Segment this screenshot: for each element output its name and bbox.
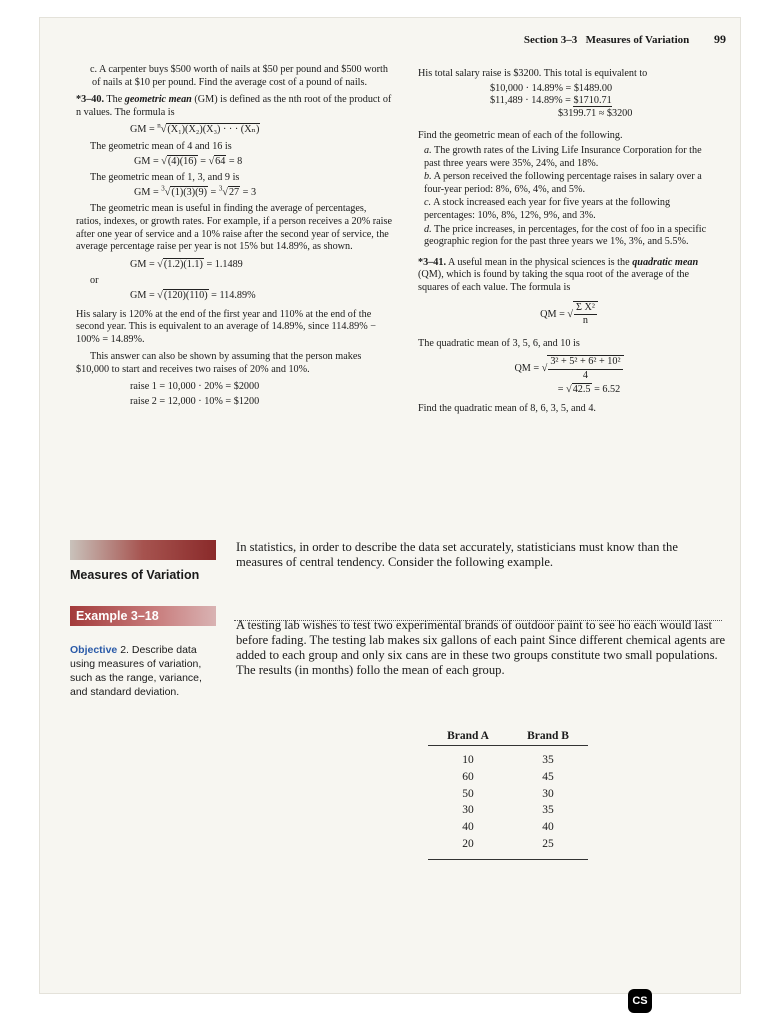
formula-lhs: GM =	[134, 186, 159, 198]
cell-brand-a: 10	[462, 754, 474, 766]
cell-brand-b: 40	[542, 821, 554, 834]
header-brand-b: Brand B	[527, 730, 569, 742]
salary-line-2-right: $1710.71	[573, 95, 612, 107]
section-title: Measures of Variation	[585, 34, 690, 46]
qm-example-result: = √42.5 = 6.52	[557, 384, 621, 396]
text: (QM), which is found by taking the squa root of the average of the squares of each value. The formula is	[418, 269, 690, 293]
table-bottom-rule	[428, 859, 588, 860]
formula-lhs: GM =	[130, 258, 155, 270]
raise-1: raise 1 = 10,000 · 20% = $2000	[130, 381, 260, 393]
or-label: or	[90, 275, 99, 287]
qm-example-formula: QM = √ $\frac{\text{3² + 5² + 6² + 10²}}{4}$	[418, 355, 720, 382]
section-number: Section 3–3	[523, 34, 578, 46]
denominator: 4	[582, 369, 588, 381]
salary-line-1: $10,000 · 14.89% = $1489.00	[490, 82, 613, 94]
item-d	[418, 224, 720, 249]
find-gm-heading: Find the geometric mean of each of the following.	[418, 130, 623, 142]
term-geometric-mean: geometric mean	[124, 94, 192, 106]
radicand: 42.5	[572, 384, 591, 396]
item-c	[418, 197, 720, 222]
table-row	[428, 769, 588, 786]
formula-lhs: GM =	[130, 124, 155, 136]
item-text: A stock increased each year for five years at the following percentages: 10%, 8%, 12%, 9%, and 3%.	[424, 197, 671, 221]
result: = 1.1489	[206, 258, 243, 270]
paint-brand-table	[428, 730, 588, 860]
gm-1-3-9-intro: The geometric mean of 1, 3, and 9 is	[90, 172, 240, 184]
salary-line-2-left: $11,489 · 14.89% =	[490, 95, 571, 107]
text: (GM) is defined as the nth root of the product of n values. The formula is	[76, 94, 392, 118]
example-text: A testing lab wishes to test two experimental brands of outdoor paint to see ho each would last before fading. The testing lab makes six gallons of each paint Since different chemical agents are added to each group and only six cans are in these two groups constitute two small populations. The results (in months) follo the mean of each group.	[236, 618, 726, 677]
objective-label: Objective	[70, 644, 118, 656]
salary-line-2	[418, 95, 720, 108]
item-label: c.	[424, 197, 432, 209]
table-row	[428, 752, 588, 769]
term-quadratic-mean: quadratic mean	[632, 256, 699, 268]
total-raise-text: His total salary raise is $3200. This total is equivalent to	[418, 68, 648, 79]
exercise-number: *3–40.	[76, 94, 105, 106]
equals: =	[210, 186, 217, 198]
gm-ratio-formula: GM = √(1.2)(1.1) = 1.1489	[130, 258, 243, 270]
table-row	[428, 802, 588, 819]
formula-lhs: GM =	[134, 155, 159, 167]
cell-brand-a: 20	[462, 837, 474, 850]
cell-brand-a: 50	[462, 787, 474, 800]
qm-find-text: Find the quadratic mean of 8, 6, 3, 5, and 4.	[418, 403, 596, 415]
gm-useful-paragraph: The geometric mean is useful in finding the average of percentages, ratios, indexes, or growth rates. For example, if a person receives a 20% raise after one year of service and a 10% raise after the second year of service, the average percentage raise per year is not 15% but 14.89%, as shown.	[76, 203, 392, 253]
gm-1-3-9-formula: GM = $^3$√(1)(3)(9) = $^3$√27 = 3	[134, 184, 257, 198]
gm-4-16-intro: The geometric mean of 4 and 16 is	[90, 140, 232, 152]
header-brand-a: Brand A	[447, 730, 489, 742]
left-column	[76, 64, 392, 413]
objective-text: 2. Describe data using measures of variation, such as the range, variance, and standard deviation.	[70, 644, 202, 698]
cell-brand-a: 40	[462, 821, 474, 834]
formula-lhs: QM =	[540, 308, 565, 320]
salary-total: $3199.71 ≈ $3200	[558, 107, 633, 119]
radicand: (1.2)(1.1)	[163, 258, 203, 270]
radicand: 27	[228, 186, 240, 198]
exercise-3-40	[76, 94, 392, 119]
result: = 6.52	[594, 384, 621, 396]
item-b	[418, 171, 720, 196]
qm-fraction	[573, 301, 598, 328]
formula-lhs: GM =	[130, 289, 155, 301]
denominator: n	[582, 315, 588, 327]
page-number: 99	[714, 32, 726, 46]
objective-note	[70, 643, 220, 699]
cell-brand-a: 60	[462, 770, 474, 783]
qm-formula: QM = √ $\frac{\text{Σ X²}}{n}$	[418, 301, 720, 328]
formula-lhs: QM =	[514, 363, 540, 375]
table-row	[428, 836, 588, 853]
radicand: (1)(3)(9)	[171, 186, 207, 198]
camscanner-logo-icon: CS	[628, 989, 652, 1013]
radicand: 64	[215, 155, 226, 167]
cell-brand-a: 30	[462, 804, 474, 817]
root-index: n	[157, 121, 161, 130]
item-label: d.	[424, 223, 432, 235]
running-header	[524, 32, 726, 47]
text: A useful mean in the physical sciences is the	[448, 256, 630, 268]
cell-brand-b: 35	[542, 804, 554, 817]
radicand: (X₁)(X₂)(X₃) · · · (Xₙ)	[167, 124, 260, 136]
qm-example-intro: The quadratic mean of 3, 5, 6, and 10 is	[418, 337, 580, 349]
salary-paragraph: His salary is 120% at the end of the first year and 110% at the end of the second year. This is equivalent to an average of 14.89%, since 114.89% − 100% = 14.89%.	[76, 308, 376, 345]
exercise-3-41	[418, 257, 720, 295]
cell-brand-b: 45	[542, 770, 554, 783]
gm-4-16-formula: GM = √(4)(16) = √64 = 8	[134, 155, 243, 167]
equals: =	[557, 384, 564, 396]
numerator: Σ X²	[574, 302, 597, 316]
equals: =	[200, 155, 207, 167]
table-row	[428, 819, 588, 836]
result: = 8	[228, 155, 243, 167]
qm-example-fraction	[547, 355, 623, 382]
section-intro: In statistics, in order to describe the data set accurately, statisticians must know than the measures of central tendency. Consider the following example.	[236, 540, 678, 569]
answer-paragraph: This answer can also be shown by assuming that the person makes $10,000 to start and receives two raises of 20% and 10%.	[76, 351, 362, 375]
cell-brand-b: 30	[542, 787, 554, 800]
exercise-number: *3–41.	[418, 256, 447, 268]
gm-percent-formula: GM = √(120)(110) = 114.89%	[130, 289, 256, 301]
root-index: 3	[161, 184, 165, 193]
item-text: The growth rates of the Living Life Insurance Corporation for the past three years were 35%, 24%, and 18%.	[424, 144, 702, 169]
radicand: (120)(110)	[163, 289, 208, 301]
section-title-measures-of-variation: Measures of Variation	[70, 568, 200, 582]
table-row	[428, 786, 588, 803]
root-index: 3	[218, 184, 223, 193]
right-column	[418, 68, 720, 421]
result: = 3	[242, 186, 257, 198]
item-a	[418, 145, 720, 170]
cell-brand-b: 25	[542, 837, 554, 850]
item-label: a.	[424, 144, 432, 156]
cell-brand-b: 35	[542, 754, 554, 766]
item-label: b.	[424, 171, 432, 183]
radicand: (4)(16)	[167, 155, 197, 167]
item-text: A person received the following percentage raises in salary over a four-year period: 8%, 6%, 4%, and 5%.	[424, 171, 702, 195]
text: The	[106, 94, 123, 106]
textbook-page	[40, 18, 740, 993]
item-text: The price increases, in percentages, for the cost of foo in a specific geographic region for the past three years we 1%, 3%, and 5.5%.	[424, 223, 707, 248]
table-header	[428, 730, 588, 746]
example-badge: Example 3–18	[70, 606, 216, 626]
numerator: 3² + 5² + 6² + 10²	[548, 356, 622, 370]
section-banner	[70, 540, 216, 560]
gm-formula: GM = $^n$√(X₁)(X₂)(X₃) · · · (Xₙ)	[130, 121, 260, 136]
exercise-c-text: c. A carpenter buys $500 worth of nails at $50 per pound and $500 worth of nails at $10 per pound. Find the average cost of a pound of nails.	[90, 64, 388, 88]
raise-2: raise 2 = 12,000 · 10% = $1200	[130, 396, 260, 408]
result: = 114.89%	[211, 289, 256, 301]
